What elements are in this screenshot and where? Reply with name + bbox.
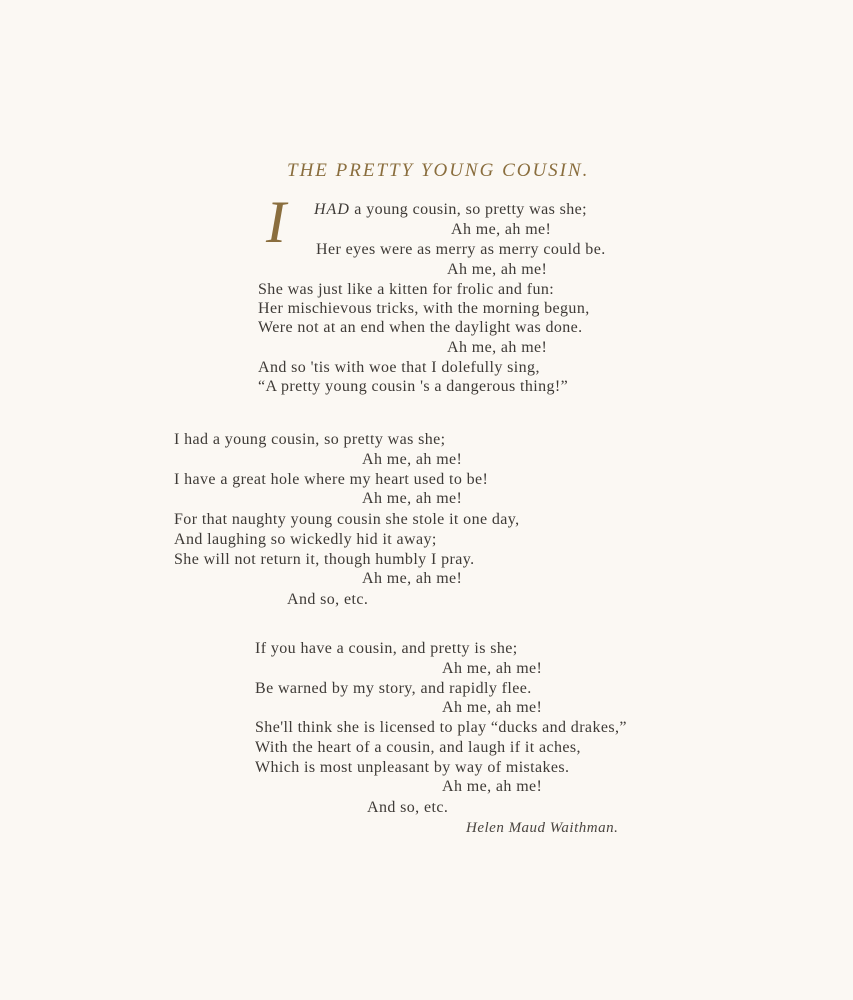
poem-title: THE PRETTY YOUNG COUSIN. — [287, 160, 590, 181]
stanza-1-line-8: Ah me, ah me! — [447, 339, 548, 356]
stanza-1-line-2: Ah me, ah me! — [451, 221, 552, 238]
stanza-3-line-7: Which is most unpleasant by way of mistakes. — [255, 759, 570, 776]
drop-cap: I — [266, 189, 286, 255]
author-signature: Helen Maud Waithman. — [466, 820, 619, 836]
stanza-1-line-10: “A pretty young cousin 's a dangerous thing!” — [258, 378, 569, 395]
stanza-3-line-5: She'll think she is licensed to play “ducks and drakes,” — [255, 719, 627, 736]
stanza-3-line-6: With the heart of a cousin, and laugh if it aches, — [255, 739, 581, 756]
stanza-1-line-5: She was just like a kitten for frolic and fun: — [258, 281, 555, 298]
stanza-1-line-9: And so 'tis with woe that I dolefully sing, — [258, 359, 540, 376]
stanza-2-line-7: She will not return it, though humbly I pray. — [174, 551, 475, 568]
stanza-2-line-4: Ah me, ah me! — [362, 490, 463, 507]
stanza-3-line-8: Ah me, ah me! — [442, 778, 543, 795]
stanza-2-line-3: I have a great hole where my heart used to be! — [174, 471, 489, 488]
stanza-1-line-1: HAD a young cousin, so pretty was she; — [314, 201, 587, 218]
stanza-2-line-5: For that naughty young cousin she stole it one day, — [174, 511, 520, 528]
stanza-3-line-9: And so, etc. — [367, 799, 449, 816]
stanza-3-line-3: Be warned by my story, and rapidly flee. — [255, 680, 532, 697]
stanza-1-line-6: Her mischievous tricks, with the morning begun, — [258, 300, 590, 317]
stanza-1-line-3: Her eyes were as merry as merry could be. — [316, 241, 606, 258]
stanza-1-line-7: Were not at an end when the daylight was done. — [258, 319, 583, 336]
stanza-2-line-2: Ah me, ah me! — [362, 451, 463, 468]
stanza-2-line-9: And so, etc. — [287, 591, 369, 608]
stanza-3-line-4: Ah me, ah me! — [442, 699, 543, 716]
stanza-3-line-1: If you have a cousin, and pretty is she; — [255, 640, 518, 657]
first-word: HAD — [314, 201, 350, 218]
stanza-3-line-2: Ah me, ah me! — [442, 660, 543, 677]
stanza-2-line-8: Ah me, ah me! — [362, 570, 463, 587]
stanza-2-line-6: And laughing so wickedly hid it away; — [174, 531, 437, 548]
stanza-2-line-1: I had a young cousin, so pretty was she; — [174, 431, 446, 448]
stanza-1-line-4: Ah me, ah me! — [447, 261, 548, 278]
